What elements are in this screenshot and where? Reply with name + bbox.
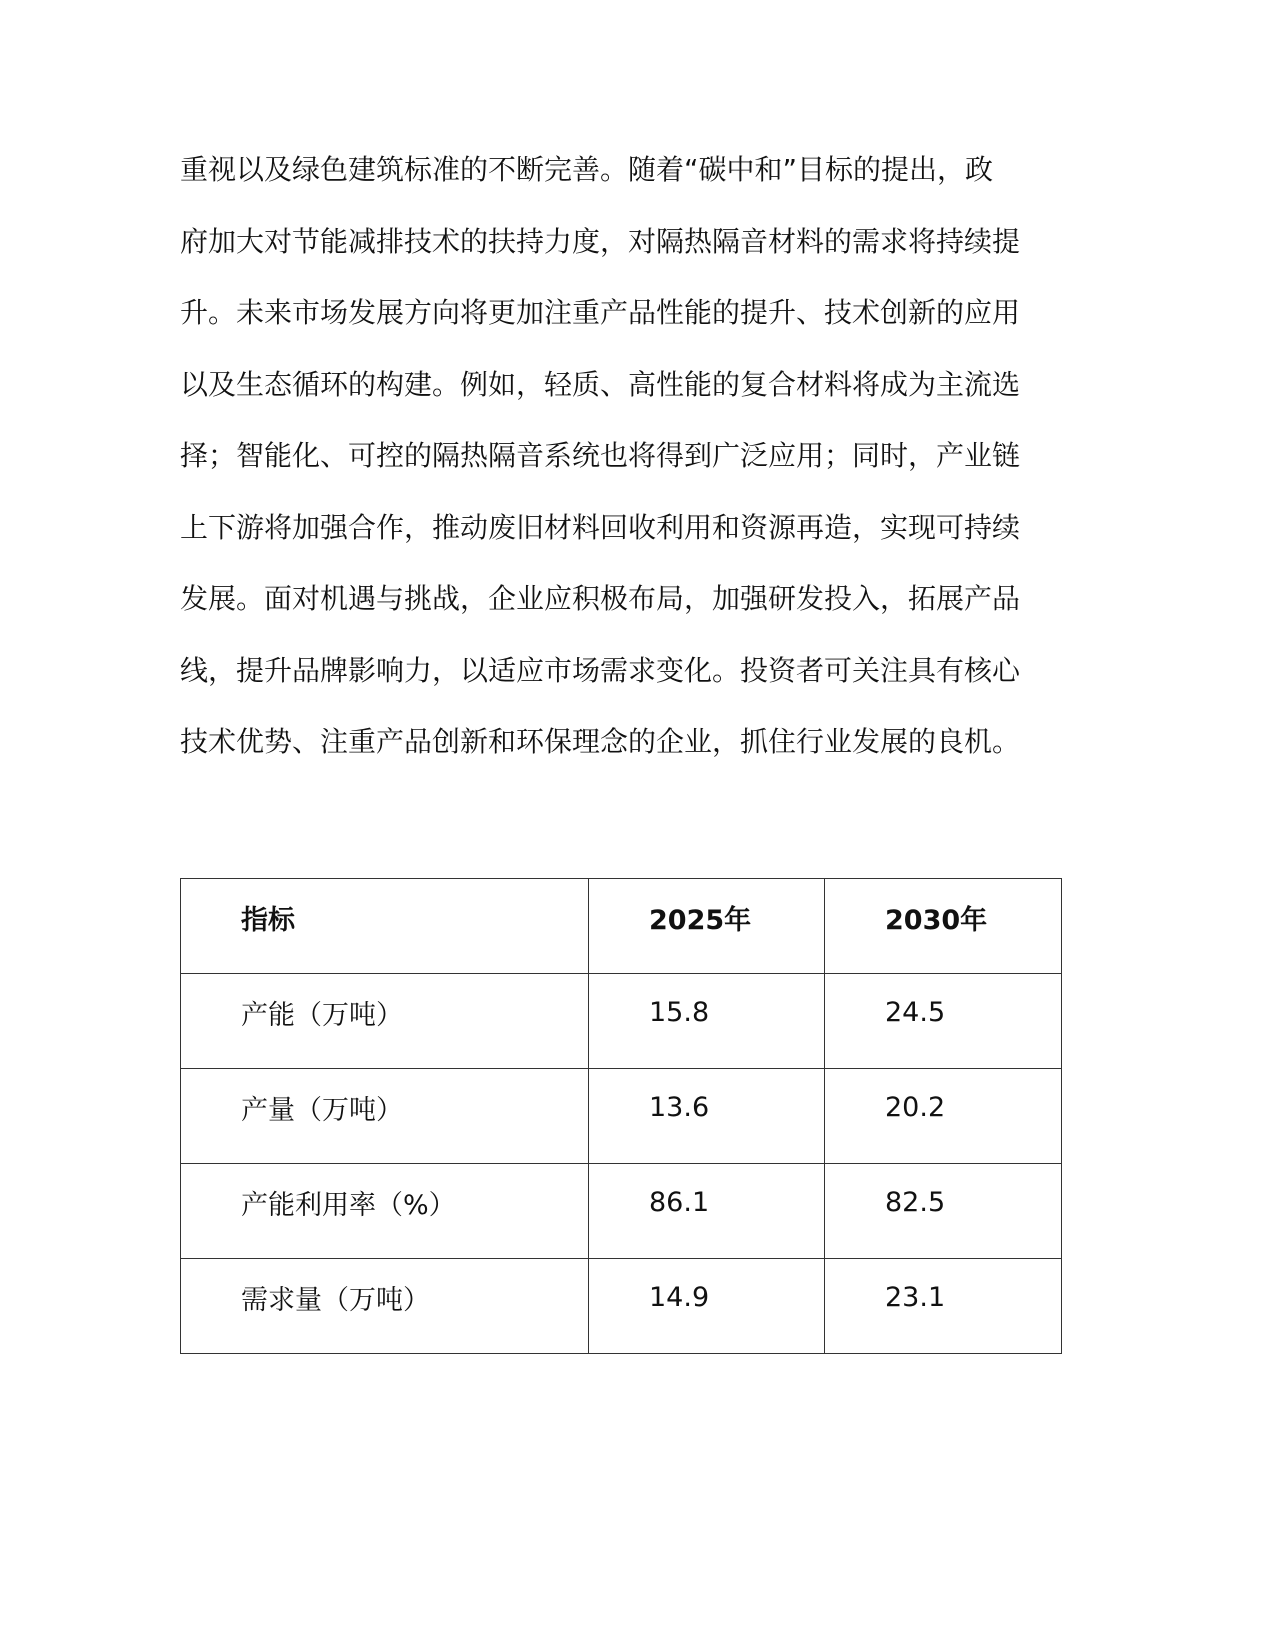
paragraph-line: 择；智能化、可控的隔热隔音系统也将得到广泛应用；同时，产业链 (180, 439, 1021, 472)
paragraph-line: 府加大对节能减排技术的扶持力度，对隔热隔音材料的需求将持续提 (180, 224, 1021, 258)
paragraph-line: 重视以及绿色建筑标准的不断完善。随着“碳中和”目标的提出，政 (180, 153, 994, 186)
header-indicator: 指标 (181, 879, 589, 974)
table-row (181, 1069, 1062, 1164)
table-header-row (181, 879, 1062, 974)
row-label: 产量（万吨） (181, 1069, 589, 1164)
value-2025: 13.6 (589, 1069, 825, 1164)
row-label: 需求量（万吨） (181, 1259, 589, 1354)
header-2025: 2025年 (589, 879, 825, 974)
paragraph-line: 发展。面对机遇与挑战，企业应积极布局，加强研发投入，拓展产品 (180, 582, 1021, 615)
table-row (181, 1164, 1062, 1259)
forecast-table (180, 878, 1062, 1354)
value-2030: 24.5 (825, 974, 1062, 1069)
header-2030: 2030年 (825, 879, 1062, 974)
table-row (181, 974, 1062, 1069)
value-2030: 23.1 (825, 1259, 1062, 1354)
value-2030: 82.5 (825, 1164, 1062, 1259)
paragraph-line: 以及生态循环的构建。例如，轻质、高性能的复合材料将成为主流选 (180, 367, 1021, 401)
paragraph-line: 技术优势、注重产品创新和环保理念的企业，抓住行业发展的良机。 (180, 725, 1021, 758)
table-row (181, 1259, 1062, 1354)
paragraph-line: 升。未来市场发展方向将更加注重产品性能的提升、技术创新的应用 (180, 296, 1021, 329)
value-2030: 20.2 (825, 1069, 1062, 1164)
paragraph-line: 线，提升品牌影响力，以适应市场需求变化。投资者可关注具有核心 (180, 653, 1021, 687)
value-2025: 15.8 (589, 974, 825, 1069)
value-2025: 86.1 (589, 1164, 825, 1259)
body-paragraph (180, 142, 1020, 786)
paragraph-line: 上下游将加强合作，推动废旧材料回收利用和资源再造，实现可持续 (180, 510, 1021, 544)
row-label: 产能利用率（%） (181, 1164, 589, 1259)
row-label: 产能（万吨） (181, 974, 589, 1069)
value-2025: 14.9 (589, 1259, 825, 1354)
